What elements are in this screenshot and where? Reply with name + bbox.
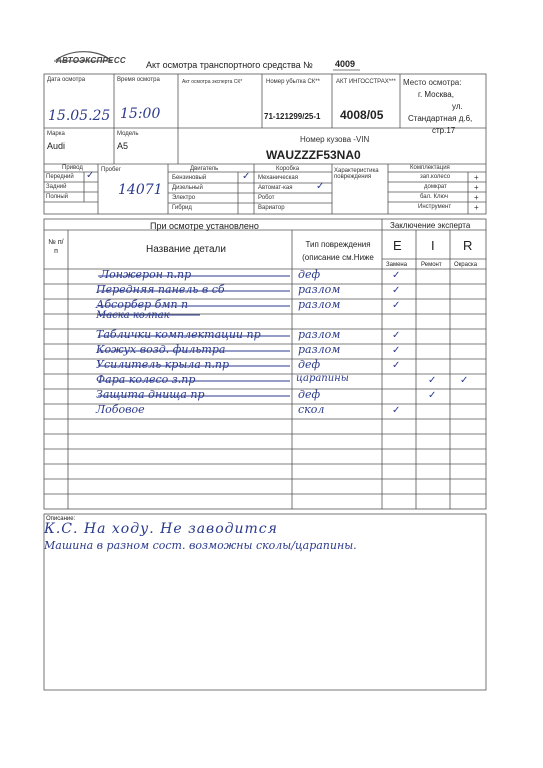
kit-item-wrench: бал. Ключ bbox=[420, 194, 448, 200]
engine-item-petrol: Бензиновый bbox=[172, 175, 207, 181]
check-mark-icon: ✓ bbox=[316, 181, 325, 192]
row-part-name: Таблички комплектации пр bbox=[96, 328, 261, 341]
check-mark-icon: ✓ bbox=[460, 375, 469, 386]
row-damage-type: скол bbox=[298, 403, 325, 416]
drive-item-rear: Задний bbox=[46, 184, 67, 190]
col-paint-header: Окраска bbox=[454, 262, 478, 268]
row-damage-type: разлом bbox=[298, 283, 341, 296]
check-mark-icon: ✓ bbox=[428, 390, 437, 401]
drive-item-front: Передний bbox=[46, 174, 74, 180]
description-line1: К.С. На ходу. Не заводится bbox=[44, 521, 278, 537]
place-line2: ул. bbox=[452, 102, 463, 111]
loss-number-label: Номер убытка СК** bbox=[266, 79, 320, 85]
damage-char-label: Характеристика повреждения bbox=[334, 168, 379, 180]
row-damage-type: разлом bbox=[298, 298, 341, 311]
place-line3: Стандартная д.6, bbox=[408, 114, 473, 123]
col-type-header: Тип повреждения (описание см.Ниже bbox=[302, 240, 374, 262]
row-damage-type: царапины bbox=[296, 373, 349, 384]
check-mark-icon: ✓ bbox=[392, 405, 401, 416]
kit-mark: + bbox=[474, 203, 479, 212]
kit-item-jack: домкрат bbox=[424, 184, 447, 190]
check-mark-icon: ✓ bbox=[242, 171, 251, 182]
check-mark-icon: ✓ bbox=[86, 170, 95, 181]
row-damage-type: деф bbox=[298, 358, 321, 371]
col-replace-header: Замена bbox=[386, 262, 408, 268]
kit-item-spare: зап.колесо bbox=[420, 174, 451, 180]
brand-label: Марка bbox=[47, 131, 65, 137]
mileage-label: Пробег bbox=[101, 167, 121, 173]
gearbox-item-cvt: Вариатор bbox=[258, 205, 285, 211]
check-mark-icon: ✓ bbox=[392, 270, 401, 281]
vin-label: Номер кузова -VIN bbox=[300, 135, 370, 144]
place-line1: г. Москва, bbox=[418, 90, 454, 99]
col-i-header: I bbox=[431, 238, 435, 253]
row-part-name: Маска колпак bbox=[96, 310, 170, 321]
check-mark-icon: ✓ bbox=[392, 330, 401, 341]
vin-value: WAUZZZF53NA0 bbox=[266, 148, 361, 162]
row-damage-type: деф bbox=[298, 388, 321, 401]
gearbox-item-auto: Автомат-кая bbox=[258, 185, 293, 191]
row-part-name: Усилитель крыла п.пр bbox=[96, 358, 230, 371]
date-label: Дата осмотра bbox=[47, 77, 86, 83]
time-label: Время осмотра bbox=[117, 77, 160, 83]
row-damage-type: разлом bbox=[298, 343, 341, 356]
check-mark-icon: ✓ bbox=[392, 360, 401, 371]
row-part-name: Лонжерон п.пр bbox=[100, 268, 192, 281]
col-name-header: Название детали bbox=[146, 244, 226, 255]
gearbox-label: Коробка bbox=[276, 166, 300, 172]
kit-item-tools: Инструмент bbox=[418, 204, 452, 210]
col-repair-header: Ремонт bbox=[421, 262, 442, 268]
conclusion-header: Заключение эксперта bbox=[390, 221, 471, 230]
check-mark-icon: ✓ bbox=[392, 345, 401, 356]
drive-item-awd: Полный bbox=[46, 194, 68, 200]
found-header: При осмотре установлено bbox=[150, 221, 259, 231]
row-part-name: Защита днища пр bbox=[96, 388, 205, 401]
model-label: Модель bbox=[117, 131, 139, 137]
check-mark-icon: ✓ bbox=[428, 375, 437, 386]
document-title: Акт осмотра транспортного средства № bbox=[146, 60, 313, 70]
brand-value: Audi bbox=[47, 141, 66, 151]
check-mark-icon: ✓ bbox=[392, 300, 401, 311]
kit-mark: + bbox=[474, 183, 479, 192]
row-part-name: Передняя панель в сб bbox=[96, 283, 225, 296]
gearbox-item-robot: Робот bbox=[258, 195, 275, 201]
time-value: 15:00 bbox=[120, 106, 161, 122]
drive-label: Привод bbox=[62, 165, 83, 171]
row-damage-type: разлом bbox=[298, 328, 341, 341]
row-part-name: Лобовое bbox=[96, 403, 145, 416]
expert-label: Акт осмотра эксперта СК* bbox=[182, 79, 243, 85]
date-value: 15.05.25 bbox=[48, 108, 111, 124]
row-part-name: Кожух возд. фильтра bbox=[96, 343, 226, 356]
row-part-name: Абсорбер бмп п bbox=[96, 298, 189, 311]
kit-label: Комплектация bbox=[410, 165, 450, 171]
col-num-header: № п/п bbox=[48, 239, 64, 255]
check-mark-icon: ✓ bbox=[392, 285, 401, 296]
col-e-header: E bbox=[393, 238, 402, 253]
engine-item-electric: Электро bbox=[172, 195, 196, 201]
engine-item-hybrid: Гибрид bbox=[172, 205, 192, 211]
col-r-header: R bbox=[463, 238, 473, 253]
kit-mark: + bbox=[474, 173, 479, 182]
ingos-act-value: 4008/05 bbox=[340, 108, 384, 122]
place-label: Место осмотра: bbox=[403, 78, 462, 87]
logo-text: АВТОЭКСПРЕСС bbox=[56, 56, 126, 65]
model-value: A5 bbox=[117, 141, 129, 151]
mileage-value: 14071 bbox=[118, 182, 163, 198]
act-number: 4009 bbox=[335, 59, 356, 69]
engine-item-diesel: Дизельный bbox=[172, 185, 203, 191]
description-line2: Машина в разном сост. возможны сколы/царапины. bbox=[44, 539, 357, 552]
loss-number-value: 71-121299/25-1 bbox=[264, 112, 321, 121]
row-damage-type: деф bbox=[298, 268, 321, 281]
kit-mark: + bbox=[474, 193, 479, 202]
description-label: Описание: bbox=[46, 516, 76, 522]
engine-label: Двигатель bbox=[190, 166, 219, 172]
place-line4: стр.17 bbox=[432, 126, 456, 135]
gearbox-item-manual: Механическая bbox=[258, 175, 299, 181]
row-part-name: Фара колесо з.пр bbox=[96, 373, 196, 386]
ingos-act-label: АКТ ИНГОССТРАХ*** bbox=[336, 79, 396, 85]
